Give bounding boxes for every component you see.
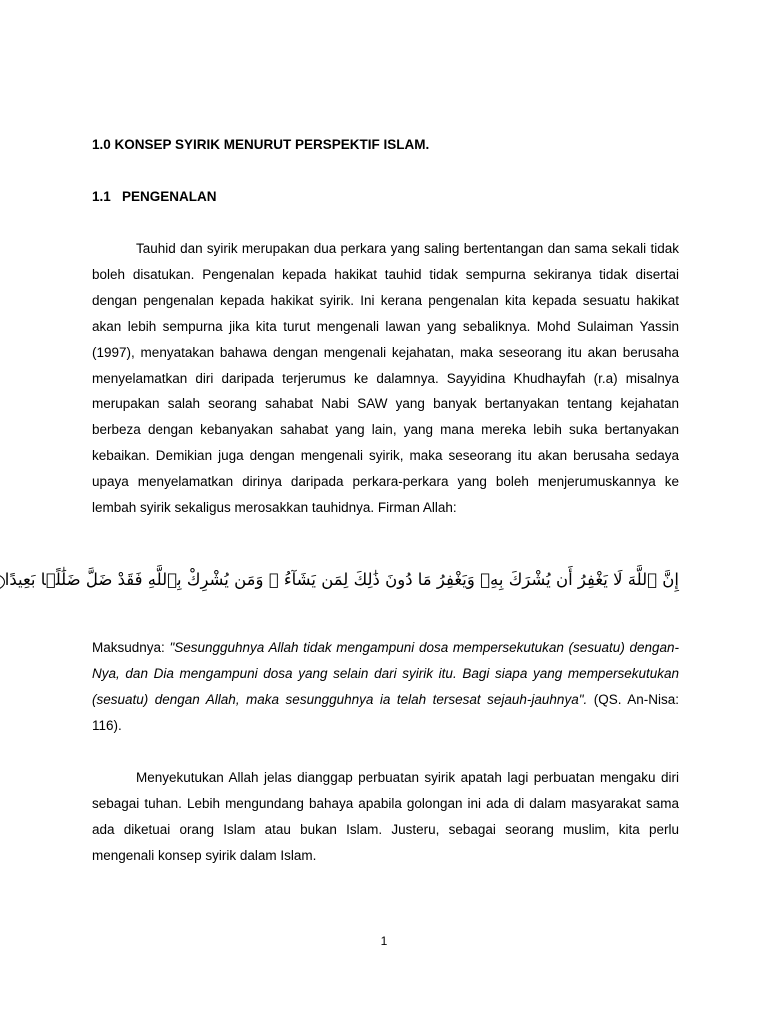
- quran-verse-text: إِنَّ ٱللَّهَ لَا يَغْفِرُ أَن يُشْرَكَ بِهِۦ وَيَغْفِرُ مَا دُونَ ذَٰلِكَ لِمَن يَشَآءُ ۚ وَمَن يُشْرِكْ بِٱللَّهِ فَقَدْ ضَلَّ ضَلَٰلًۢا بَعِيدًا: [4, 570, 679, 589]
- closing-paragraph: Menyekutukan Allah jelas dianggap perbuatan syirik apatah lagi perbuatan mengaku diri sebagai tuhan. Lebih mengundang bahaya apabila golongan ini ada di dalam masyarakat sama ada diketuai orang Islam atau bukan Islam. Justeru, sebagai seorang muslim, kita perlu mengenali konsep syirik dalam Islam.: [92, 770, 679, 863]
- meaning-reference: (QS. An-Nisa: 116).: [92, 691, 679, 733]
- subsection-number: 1.1: [92, 189, 111, 204]
- intro-paragraph: Tauhid dan syirik merupakan dua perkara yang saling bertentangan dan sama sekali tidak boleh disatukan. Pengenalan kepada hakikat tauhid tidak sempurna sekiranya tidak disertai dengan pengenalan kepada hakikat syirik. Ini kerana pengenalan kita kepada sesuatu hakikat akan lebih sempurna jika kita turut mengenali lawan yang sebaliknya. Mohd Sulaiman Yassin (1997), menyatakan bahawa dengan mengenali kejahatan, maka seseorang itu akan berusaha menyelamatkan diri daripada terjerumus ke dalamnya. Sayyidina Khudhayfah (r.a) misalnya merupakan salah seorang sahabat Nabi SAW yang banyak bertanyakan tentang kejahatan berbeza dengan kebanyakan sahabat yang lain, yang mana mereka lebih suka bertanyakan kebaikan. Demikian juga dengan mengenali syirik, maka seseorang itu akan berusaha sedaya upaya menyelamatkan dirinya daripada perkara-perkara yang boleh menjerumuskannya ke lembah syirik sekaligus merosakkan tauhidnya. Firman Allah:: [92, 241, 679, 516]
- subsection-heading: [92, 189, 217, 204]
- quran-verse: [4, 563, 679, 597]
- subsection-title: PENGENALAN: [122, 189, 217, 204]
- meaning-quote: "Sesungguhnya Allah tidak mengampuni dosa mempersekutukan (sesuatu) dengan-Nya, dan Dia mengampuni dosa yang selain dari syirik itu. Bagi siapa yang mempersekutukan (sesuatu) dengan Allah, maka sesungguhnya ia telah tersesat sejauh-jauhnya".: [92, 640, 679, 707]
- section-heading: 1.0 KONSEP SYIRIK MENURUT PERSPEKTIF ISLAM.: [92, 137, 430, 152]
- verse-meaning: [92, 635, 679, 739]
- meaning-label: Maksudnya:: [92, 640, 170, 655]
- page-number: 1: [380, 934, 388, 948]
